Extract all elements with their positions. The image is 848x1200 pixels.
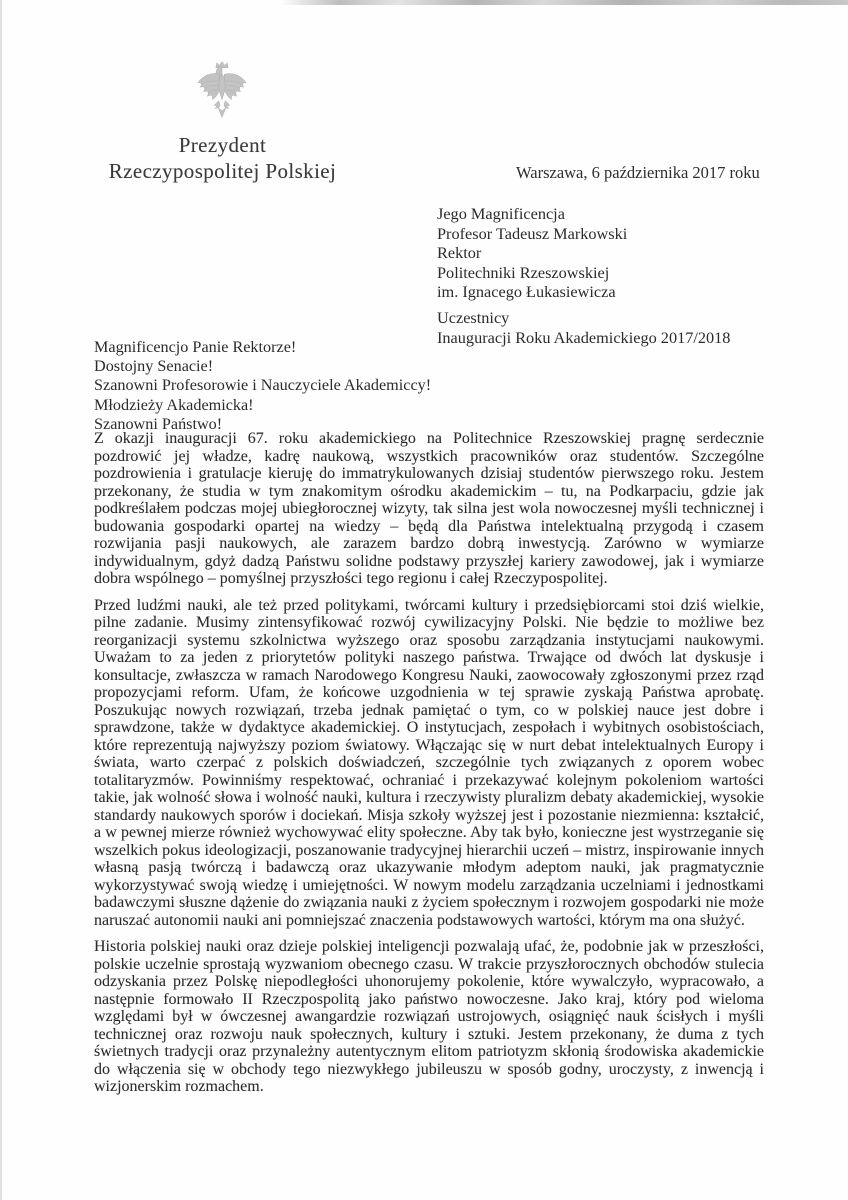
body-paragraph: Historia polskiej nauki oraz dzieje polskiej inteligencji pozwalają ufać, że, podobnie jak w przeszłości, polskie uczelnie sprostają wyzwaniom obecnego czasu. W trakcie przyszłorocznych obchodów stulecia odzyskania przez Polskę niepodległości uhonorujemy pokolenie, które wywalczyło, wypracowało, a następnie formowało II Rzeczpospolitą jako państwo nowoczesne. Jako kraj, który pod wieloma względami był w ówczesnej awangardzie rozwiązań ustrojowych, osiągnięć nauk ścisłych i myśli technicznej oraz rozwoju nauk społecznych, kultury i sztuki. Jestem przekonany, że duma z tych świetnych tradycji oraz przynależny autentycznym elitom patriotyzm skłonią środowiska akademickie do włączenia się w obchody tego niezwykłego jubileuszu w sposób godny, uroczysty, z inwencją i wizjonerskim rozmachem.	[94, 938, 764, 1095]
scan-edge-artifact-top	[0, 0, 848, 5]
salutation-line: Szanowni Państwo!	[94, 414, 223, 433]
scan-edge-artifact-left	[0, 0, 2, 1200]
addressee-recipient-group	[437, 204, 730, 302]
salutation-line: Młodzieży Akademicka!	[94, 395, 254, 414]
addressee-line: Politechniki Rzeszowskiej	[437, 262, 610, 282]
salutation-line: Magnificencjo Panie Rektorze!	[94, 338, 297, 356]
letter-body	[94, 430, 764, 1105]
addressee-line: Uczestnicy	[437, 307, 510, 327]
dateline: Warszawa, 6 października 2017 roku	[516, 163, 760, 182]
addressee-participants-group	[437, 308, 730, 347]
letterhead-title-line1: Prezydent	[178, 133, 267, 157]
salutation-line: Szanowni Profesorowie i Nauczyciele Akademiccy!	[94, 376, 432, 395]
letterhead-title-line2: Rzeczypospolitej Polskiej	[108, 159, 337, 183]
salutation-block	[94, 338, 431, 434]
letterhead	[40, 132, 405, 184]
salutation-line: Dostojny Senacie!	[94, 357, 214, 376]
addressee-block	[437, 204, 730, 347]
addressee-line: Jego Magnificencja	[437, 204, 565, 223]
body-paragraph: Z okazji inauguracji 67. roku akademickiego na Politechnice Rzeszowskiej pragnę serdecznie pozdrowić jej władze, kadrę naukową, wszystkich pracowników oraz studentów. Szczególne pozdrowienia i gratulacje kieruję do immatrykulowanych dzisiaj studentów pierwszego roku. Jestem przekonany, że studia w tym znakomitym ośrodku akademickim – tu, na Podkarpaciu, gdzie jak podkreślałem podczas mojej ubiegłorocznej wizyty, tak silna jest wola nowoczesnej myśli technicznej i budowania gospodarki opartej na wiedzy – będą dla Państwa intelektualną przygodą i czasem rozwijania pasji naukowych, ale zarazem bardzo dobrą inwestycją. Zarówno w wymiarze indywidualnym, gdyż dadzą Państwu solidne podstawy przyszłej kariery zawodowej, jak i wymiarze dobra wspólnego – pomyślnej przyszłości tego regionu i całej Rzeczypospolitej.	[94, 430, 764, 587]
body-paragraph: Przed ludźmi nauki, ale też przed politykami, twórcami kultury i przedsiębiorcami stoi dziś wielkie, pilne zadanie. Musimy zintensyfikować rozwój cywilizacyjny Polski. Nie będzie to możliwe bez reorganizacji systemu szkolnictwa wyższego oraz sposobu zarządzania instytucjami naukowymi. Uważam to za jeden z priorytetów polityki naszego państwa. Trwające od dwóch lat dyskusje i konsultacje, zwłaszcza w ramach Narodowego Kongresu Nauki, zaowocowały zgłoszonymi przez rząd propozycjami reform. Ufam, że końcowe uzgodnienia w tej sprawie zyskają Państwa aprobatę. Poszukując nowych rozwiązań, trzeba jednak pamiętać o tym, co w polskiej nauce jest dobre i sprawdzone, także w dydaktyce akademickiej. O instytucjach, zespołach i wybitnych osobistościach, które reprezentują najwyższy poziom światowy. Włączając się w nurt debat intelektualnych Europy i świata, warto czerpać z polskich doświadczeń, szczególnie tych związanych z oporem wobec totalitaryzmów. Powinniśmy respektować, ochraniać i przekazywać kolejnym pokoleniom wartości takie, jak wolność słowa i wolność nauki, kultura i rzeczywisty pluralizm debaty akademickiej, wysokie standardy naukowych sporów i dociekań. Misja szkoły wyższej jest i pozostanie niezmienna: kształcić, a w pewnej mierze również wychowywać elity społeczne. Aby tak było, konieczne jest wystrzeganie się wszelkich pokus ideologizacji, poszanowanie tradycyjnej hierarchii uczeń – mistrz, inspirowanie innych własną pasją twórczą i badawczą oraz ukazywanie młodym adeptom nauki, jak pragmatycznie wykorzystywać swoją wiedzę i umiejętności. W nowym modelu zarządzania uczelniami i jednostkami badawczymi słuszne dążenie do związania nauki z życiem społecznym i rozwojem gospodarki nie może naruszać autonomii nauki ani pomniejszać znaczenia podstawowych wartości, którym ma ona służyć.	[94, 596, 764, 929]
addressee-line: Inauguracji Roku Akademickiego 2017/2018	[437, 327, 731, 347]
polish-crowned-eagle-emblem-icon	[194, 56, 250, 132]
addressee-line: im. Ignacego Łukasiewicza	[437, 282, 616, 302]
addressee-line: Rektor	[437, 243, 482, 263]
addressee-line: Profesor Tadeusz Markowski	[437, 223, 628, 243]
